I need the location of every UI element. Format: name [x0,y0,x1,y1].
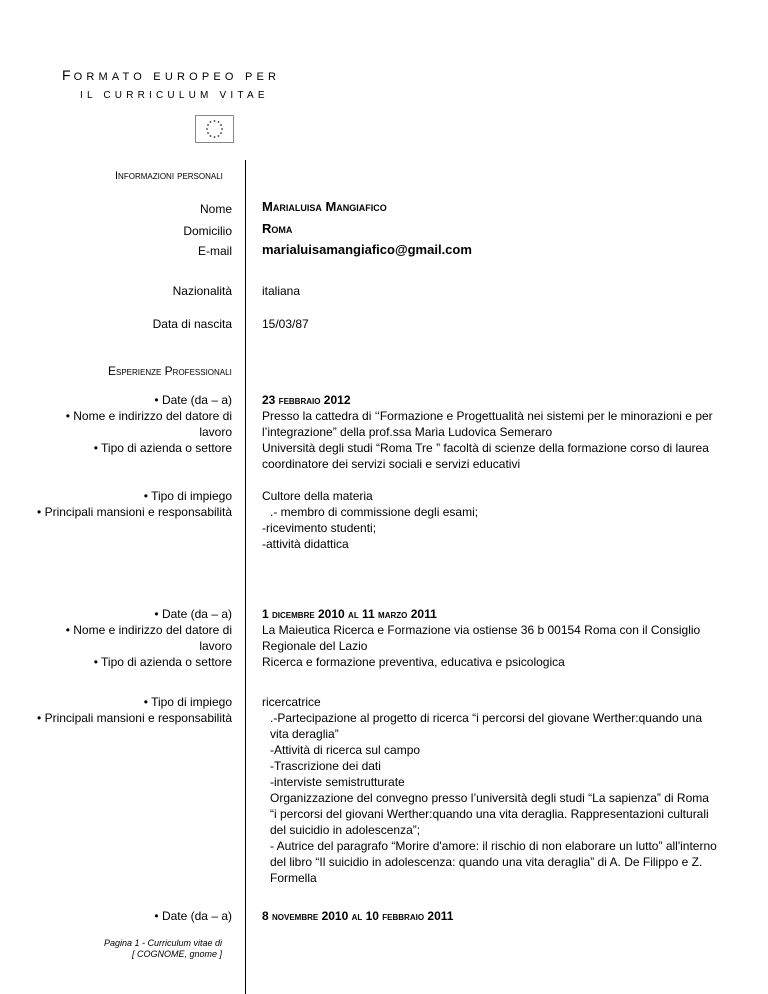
footer-name-line: [ COGNOME, gnome ] [131,949,222,959]
label-employer-cont: lavoro [199,425,232,439]
footer-page-line: Pagina 1 - Curriculum vitae di [103,938,222,948]
label-employer-cont: lavoro [199,639,232,653]
entry-date: 23 febbraio 2012 [262,393,351,407]
label-job-type: • Tipo di impiego [143,695,232,709]
eu-flag-icon [195,115,234,143]
entry-sector: Università degli studi “Roma Tre ” facoltà di scienze della formazione corso di laurea coordinatore dei servizi sociali e servizi educativi [262,441,709,471]
value-data-nascita: 15/03/87 [262,317,309,331]
column-divider [245,160,246,994]
entry2-labels [2,606,232,670]
label-employer: • Nome e indirizzo del datore di [65,623,232,637]
label-employer: • Nome e indirizzo del datore di [65,409,232,423]
duty-item: .- membro di commissione degli esami; [270,505,479,519]
duty-item: - Autrice del paragrafo “Morire d'amore: il rischio di non elaborare un lutto” all'interno del libro “Il suicidio in adolescenza: quando una vita deraglia” di A. De Filippo e Z. Formella [270,839,717,885]
label-duties: • Principali mansioni e responsabilità [37,711,232,725]
value-email: marialuisamangiafico@gmail.com [262,242,472,257]
label-email: E-mail [197,244,232,258]
label-nome: Nome [199,202,232,216]
entry-sector: Ricerca e formazione preventiva, educativa e psicologica [262,655,565,669]
entry-job: ricercatrice [262,695,321,709]
value-nome: Marialuisa Mangiafico [262,199,387,214]
entry3-values [262,908,722,924]
entry1-labels2 [2,488,232,520]
duty-item: Organizzazione del convegno presso l’università degli studi “La sapienza” di Roma “i percorsi del giovani Werther:quando una vita deraglia. Rappresentazioni culturali del suicidio in adolescenza”; [270,791,709,837]
entry1-values [262,392,722,472]
label-date: • Date (da – a) [154,909,232,923]
entry2-labels2 [2,694,232,726]
entry2-values [262,606,722,670]
experience-heading: Esperienze Professionali [108,364,232,378]
label-domicilio: Domicilio [183,224,232,238]
entry-job: Cultore della materia [262,489,373,503]
duty-item: -Trascrizione dei dati [270,759,381,773]
label-data-nascita: Data di nascita [152,317,232,331]
entry-employer: Presso la cattedra di ‘‘Formazione e Progettualità nei sistemi per le minorazioni e per l’integrazione” della prof.ssa Maria Ludovica Semeraro [262,409,713,439]
duty-item: .-Partecipazione al progetto di ricerca “i percorsi del giovane Werther:quando una vita deraglia” [270,711,703,741]
entry-employer: La Maieutica Ricerca e Formazione via ostiense 36 b 00154 Roma con il Consiglio Regionale del Lazio [262,623,701,653]
entry3-labels [2,908,232,924]
label-sector: • Tipo di azienda o settore [93,655,232,669]
entry-date: 8 novembre 2010 al 10 febbraio 2011 [262,909,454,923]
label-nazionalita: Nazionalità [172,284,232,298]
entry1-job [262,488,722,552]
duty-item: -ricevimento studenti; [262,521,377,535]
entry2-job [262,694,717,886]
value-nazionalita: italiana [262,284,301,298]
personal-info-heading: Informazioni personali [115,170,223,182]
entry1-labels [2,392,232,456]
duty-item: -Attività di ricerca sul campo [270,743,421,757]
cv-subtitle: IL CURRICULUM VITAE [80,90,269,101]
label-duties: • Principali mansioni e responsabilità [37,505,232,519]
label-job-type: • Tipo di impiego [143,489,232,503]
entry-date: 1 dicembre 2010 al 11 marzo 2011 [262,607,437,621]
page-footer [104,938,222,960]
cv-title: FORMATO EUROPEO PER [62,67,281,83]
label-date: • Date (da – a) [154,393,232,407]
duty-item: -interviste semistrutturate [270,775,405,789]
label-sector: • Tipo di azienda o settore [93,441,232,455]
duty-item: -attività didattica [262,537,349,551]
label-date: • Date (da – a) [154,607,232,621]
value-domicilio: Roma [262,221,293,236]
